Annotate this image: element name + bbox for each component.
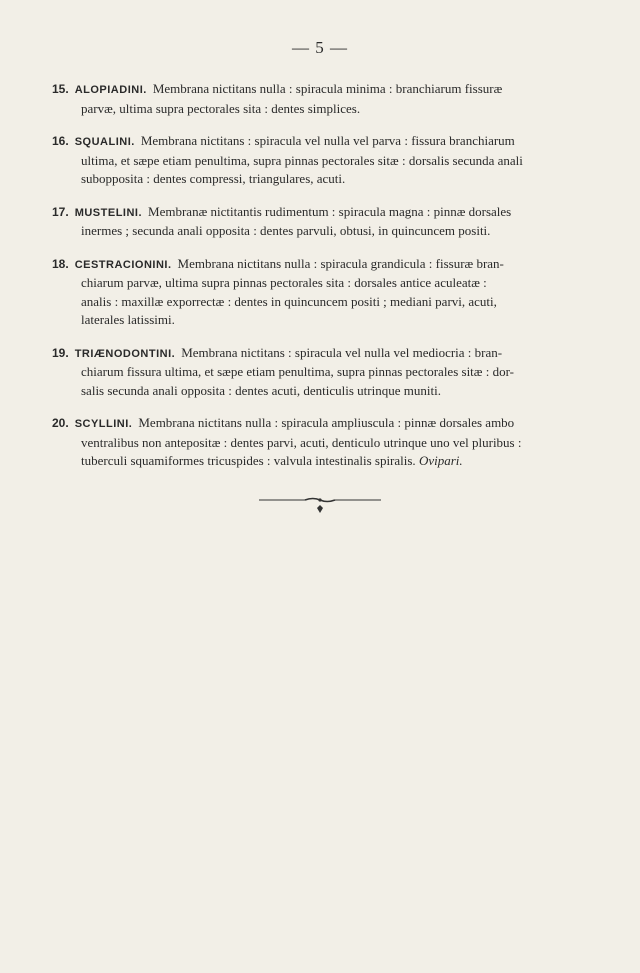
entry-text-line: Membrana nictitans : spiracula vel nulla vel parva : fissura branchiarum (140, 133, 515, 148)
entry-name: ALOPIADINI. (74, 84, 147, 96)
entry-list (52, 80, 588, 485)
entry-text-line: chiarum parvæ, ultima supra pinnas pectorales sita : dorsales antice aculeatæ : (81, 275, 487, 290)
entry-trianodontini (52, 344, 588, 401)
entry-text-line: ultima, et sæpe etiam penultima, supra pinnas pectorales sitæ : dorsalis secunda anali (81, 152, 523, 168)
entry-first-line (52, 344, 588, 364)
entry-text-line: ventralibus non antepositæ : dentes parvi, acuti, denticulo utrinque uno vel pluribus : (81, 434, 522, 450)
entry-text-line: analis : maxillæ exporrectæ : dentes in quincuncem positi ; mediani parvi, acuti, (81, 293, 497, 309)
entry-mustelini (52, 203, 588, 241)
entry-text-line: Membrana nictitans nulla : spiracula grandicula : fissuræ bran- (177, 255, 504, 271)
entry-first-line (52, 255, 588, 275)
entry-text-line: laterales latissimi. (81, 312, 175, 327)
entry-name: MUSTELINI. (74, 206, 143, 219)
entry-number: 17. (52, 204, 69, 219)
entry-name: TRIÆNODONTINI. (74, 347, 176, 360)
entry-number: 20. (52, 416, 69, 430)
entry-number: 15. (52, 82, 69, 96)
entry-alopiadini (52, 80, 588, 118)
entry-first-line (52, 132, 588, 152)
entry-cestracionini (52, 255, 588, 330)
ornament-divider-icon (255, 494, 385, 516)
entry-number: 16. (52, 134, 69, 148)
entry-text-line (52, 452, 588, 471)
entry-text-line: chiarum fissura ultima, et sæpe etiam penultima, supra pinnas pectorales sitæ : dor- (81, 364, 514, 379)
entry-text-line: Membrana nictitans nulla : spiracula minima : branchiarum fissuræ (152, 81, 503, 96)
entry-name: SCYLLINI. (74, 418, 133, 430)
entry-name: SQUALINI. (74, 136, 135, 148)
entry-text-segment: tuberculi squamiformes tricuspides : valvula intestinalis spiralis. (81, 453, 416, 468)
entry-text-line: Membranæ nictitantis rudimentum : spiracula magna : pinnæ dorsales (148, 203, 512, 219)
entry-number: 18. (52, 256, 69, 271)
entry-text-line: parvæ, ultima supra pectorales sita : dentes simplices. (81, 100, 361, 116)
entry-first-line (52, 414, 588, 434)
entry-first-line (52, 203, 588, 223)
entry-text-line: salis secunda anali opposita : dentes acuti, denticulis utrinque muniti. (81, 382, 441, 398)
page-number: — 5 — (292, 38, 348, 57)
entry-text-line: Membrana nictitans : spiracula vel nulla vel mediocria : bran- (181, 344, 503, 360)
entry-number: 19. (52, 345, 69, 360)
entry-scyllini (52, 414, 588, 471)
entry-italic-note: Ovipari. (418, 453, 463, 468)
entry-text-line: inermes ; secunda anali opposita : dentes parvuli, obtusi, in quincuncem positi. (81, 223, 491, 238)
entry-squalini (52, 132, 588, 189)
entry-text-line: subopposita : dentes compressi, triangulares, acuti. (81, 171, 346, 186)
entry-text-line: Membrana nictitans nulla : spiracula ampliuscula : pinnæ dorsales ambo (138, 415, 515, 430)
ornament-divider (0, 494, 640, 521)
entry-name: CESTRACIONINI. (74, 258, 172, 271)
entry-first-line (52, 80, 588, 100)
